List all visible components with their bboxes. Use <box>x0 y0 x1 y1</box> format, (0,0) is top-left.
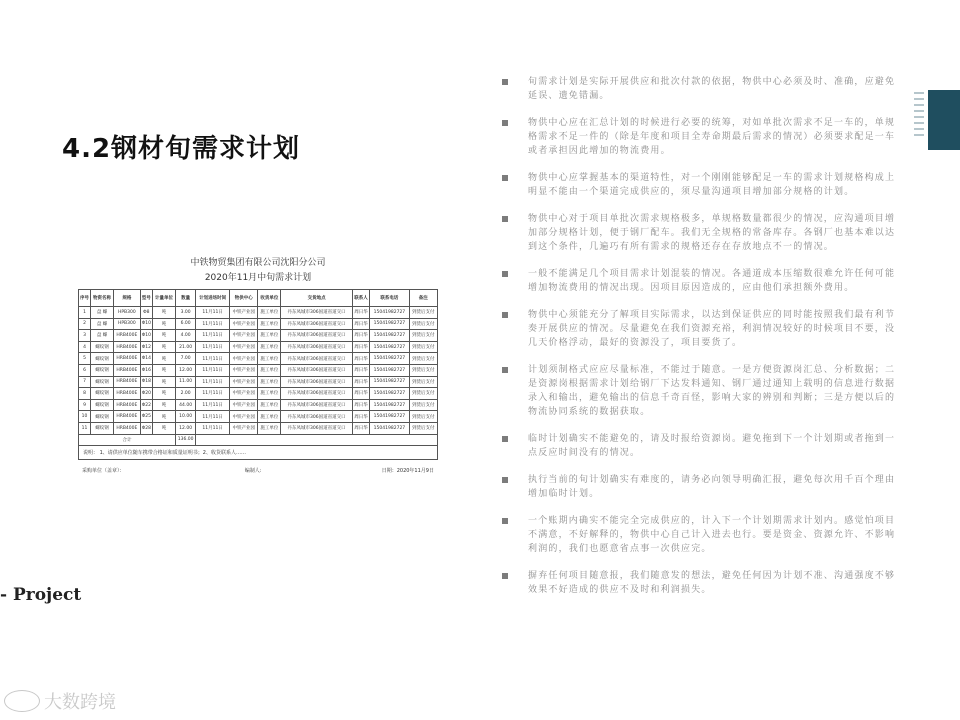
table-cell: Φ22 <box>140 399 152 411</box>
table-cell: 吨 <box>153 411 176 423</box>
table-cell: Φ10 <box>140 330 152 342</box>
table-cell: 11月11日 <box>196 376 230 388</box>
table-cell: 2.00 <box>176 388 196 400</box>
requirement-table <box>78 289 438 446</box>
table-cell: HRB400E <box>114 422 141 434</box>
table-cell: 吨 <box>153 388 176 400</box>
table-cell: 15041982727 <box>370 307 409 319</box>
table-cell: 7.00 <box>176 353 196 365</box>
table-cell: 15041982727 <box>370 376 409 388</box>
table-cell: 周日华 <box>352 307 370 319</box>
table-cell: 12.00 <box>176 422 196 434</box>
table-cell: 中铁产业园 <box>230 376 258 388</box>
table-cell: 中铁产业园 <box>230 422 258 434</box>
table-cell: HPB300 <box>114 318 141 330</box>
table-cell: 11月11日 <box>196 318 230 330</box>
table-cell: 到货后支付 <box>409 422 437 434</box>
table-cell: 施工单位 <box>258 318 281 330</box>
table-cell: Φ10 <box>140 318 152 330</box>
table-cell: 丹东凤城市306国道省道交口 <box>281 399 352 411</box>
table-cell: 11月11日 <box>196 399 230 411</box>
table-cell: 吨 <box>153 307 176 319</box>
table-cell: 11.00 <box>176 376 196 388</box>
table-cell: 丹东凤城市306国道省道交口 <box>281 353 352 365</box>
table-cell: Φ20 <box>140 388 152 400</box>
bullet-icon <box>502 436 508 442</box>
table-cell: 吨 <box>153 330 176 342</box>
table-header-cell: 收货单位 <box>258 290 281 307</box>
table-row <box>79 364 438 376</box>
table-header-cell: 物供中心 <box>230 290 258 307</box>
table-header-cell: 序号 <box>79 290 91 307</box>
watermark <box>4 688 116 714</box>
table-row <box>79 388 438 400</box>
table-row <box>79 341 438 353</box>
table-cell: 丹东凤城市306国道省道交口 <box>281 364 352 376</box>
table-cell: 吨 <box>153 318 176 330</box>
table-row <box>79 318 438 330</box>
table-cell: 螺纹钢 <box>91 341 114 353</box>
table-cell: 到货后支付 <box>409 399 437 411</box>
table-cell: 盘 螺 <box>91 307 114 319</box>
table-cell: 到货后支付 <box>409 353 437 365</box>
bullet-icon <box>502 477 508 483</box>
table-cell: 11月11日 <box>196 388 230 400</box>
table-cell: 施工单位 <box>258 422 281 434</box>
table-cell: 施工单位 <box>258 307 281 319</box>
table-header-cell: 交货地点 <box>281 290 352 307</box>
table-cell: 21.00 <box>176 341 196 353</box>
footer-compiler: 编制人: <box>244 468 262 475</box>
table-cell: 到货后支付 <box>409 318 437 330</box>
bullet-icon <box>502 120 508 126</box>
table-cell: 44.00 <box>176 399 196 411</box>
slide-title: 4.2钢材旬需求计划 <box>62 134 301 164</box>
table-cell: 丹东凤城市306国道省道交口 <box>281 307 352 319</box>
paragraph-text: 一般不能满足几个项目需求计划混装的情况。各通道成本压缩数很难允许任何可能增加物流费用的情况出现。因项目原因造成的，应由他们承担额外费用。 <box>528 269 896 293</box>
table-cell: 丹东凤城市306国道省道交口 <box>281 388 352 400</box>
paragraph-text: 物供中心须能充分了解项目实际需求，以达到保证供应的同时能按照我们最有利节奏开展供应的情况。尽量避免在我们资源充裕，利润情况较好的时候项目不要，没几天价格浮动，最好的资源没了，项目要货了。 <box>528 310 896 348</box>
table-cell: HRB400E <box>114 330 141 342</box>
table-cell: HRB400E <box>114 388 141 400</box>
paragraph-item <box>500 363 898 419</box>
table-cell: 11月11日 <box>196 330 230 342</box>
form-company: 中铁物贸集团有限公司沈阳分公司 <box>190 258 326 268</box>
table-cell: 4 <box>79 341 91 353</box>
table-cell: 11月11日 <box>196 307 230 319</box>
table-cell: 周日华 <box>352 318 370 330</box>
table-cell: 丹东凤城市306国道省道交口 <box>281 341 352 353</box>
table-cell: 11月11日 <box>196 353 230 365</box>
paragraph-text: 临时计划确实不能避免的，请及时报给资源岗。避免拖到下一个计划期或者拖到一点反应时间没有的情况。 <box>528 434 896 458</box>
table-cell: 11月11日 <box>196 364 230 376</box>
table-cell: 15041982727 <box>370 318 409 330</box>
form-title: 2020年11月中旬需求计划 <box>204 273 312 283</box>
table-row <box>79 376 438 388</box>
table-header-cell: 联系电话 <box>370 290 409 307</box>
table-cell: 吨 <box>153 399 176 411</box>
form-footer <box>78 467 438 474</box>
table-cell: 到货后支付 <box>409 411 437 423</box>
table-header-cell: 物资名称 <box>91 290 114 307</box>
table-cell: 到货后支付 <box>409 376 437 388</box>
table-cell: 中铁产业园 <box>230 399 258 411</box>
table-cell: 15041982727 <box>370 341 409 353</box>
decorative-bar <box>928 90 960 150</box>
table-cell: 螺纹钢 <box>91 364 114 376</box>
form-note: 说明： 1、请供应单位随车携带合格证和质量证明书；2、收货联系人…… <box>78 446 438 460</box>
table-cell: Φ14 <box>140 353 152 365</box>
watermark-logo-icon <box>4 690 40 712</box>
bullet-icon <box>502 271 508 277</box>
table-cell: 施工单位 <box>258 330 281 342</box>
paragraph-item <box>500 432 898 460</box>
total-value: 136.00 <box>176 434 196 446</box>
paragraph-text: 物供中心应掌握基本的渠道特性，对一个刚刚能够配足一车的需求计划规格构成上明显不能由一个渠道完成供应的，须尽量沟通项目增加部分规格的计划。 <box>528 173 896 197</box>
paragraph-item <box>500 75 898 103</box>
table-cell: HRB400E <box>114 411 141 423</box>
paragraph-text: 物供中心应在汇总计划的时候进行必要的统筹，对如单批次需求不足一车的，单规格需求不足一件的（除是年度和项目全寿命期最后需求的情况）必须要求配足一车或者承担因此增加的物流费用。 <box>528 118 896 156</box>
table-cell: 1 <box>79 307 91 319</box>
table-header-cell: 计划进场时间 <box>196 290 230 307</box>
table-cell: HRB400E <box>114 399 141 411</box>
table-cell: 到货后支付 <box>409 341 437 353</box>
table-cell: 周日华 <box>352 422 370 434</box>
table-cell: 中铁产业园 <box>230 353 258 365</box>
table-cell: Φ28 <box>140 422 152 434</box>
table-cell: 螺纹钢 <box>91 388 114 400</box>
table-cell: 中铁产业园 <box>230 330 258 342</box>
table-cell: 中铁产业园 <box>230 388 258 400</box>
table-cell: 丹东凤城市306国道省道交口 <box>281 376 352 388</box>
paragraph-item <box>500 212 898 254</box>
table-cell: 7 <box>79 376 91 388</box>
table-cell: HPB300 <box>114 307 141 319</box>
table-row <box>79 330 438 342</box>
table-cell: 11月11日 <box>196 411 230 423</box>
table-cell: 10.00 <box>176 411 196 423</box>
table-cell: 15041982727 <box>370 411 409 423</box>
paragraph-item <box>500 569 898 597</box>
paragraph-list <box>500 75 898 610</box>
footer-date: 日期：2020年11月9日 <box>381 468 434 475</box>
table-cell: 中铁产业园 <box>230 307 258 319</box>
table-header-cell: 型号 <box>140 290 152 307</box>
table-header-cell: 联系人 <box>352 290 370 307</box>
table-cell: 吨 <box>153 341 176 353</box>
table-cell: 15041982727 <box>370 364 409 376</box>
table-cell: 周日华 <box>352 341 370 353</box>
table-cell: 15041982727 <box>370 330 409 342</box>
table-cell: 周日华 <box>352 376 370 388</box>
table-cell: 11月11日 <box>196 341 230 353</box>
table-total-row <box>79 434 438 446</box>
table-cell: 施工单位 <box>258 376 281 388</box>
table-header-cell: 计量单位 <box>153 290 176 307</box>
table-cell: 丹东凤城市306国道省道交口 <box>281 422 352 434</box>
table-cell: 盘 螺 <box>91 318 114 330</box>
bullet-icon <box>502 79 508 85</box>
table-cell: 15041982727 <box>370 353 409 365</box>
paragraph-item <box>500 171 898 199</box>
watermark-text: 大数跨境 <box>44 692 116 713</box>
table-header-cell: 规格 <box>114 290 141 307</box>
table-cell: 到货后支付 <box>409 307 437 319</box>
table-cell: 11 <box>79 422 91 434</box>
table-cell: 盘 螺 <box>91 330 114 342</box>
paragraph-item <box>500 514 898 556</box>
table-cell: 8 <box>79 388 91 400</box>
table-cell: HRB400E <box>114 364 141 376</box>
table-cell: 丹东凤城市306国道省道交口 <box>281 318 352 330</box>
table-row <box>79 399 438 411</box>
table-row <box>79 353 438 365</box>
table-cell: Φ16 <box>140 364 152 376</box>
table-cell: 5 <box>79 353 91 365</box>
table-cell: 2 <box>79 318 91 330</box>
table-header-row <box>79 290 438 307</box>
bullet-icon <box>502 216 508 222</box>
table-cell: 15041982727 <box>370 422 409 434</box>
table-cell: Φ25 <box>140 411 152 423</box>
table-cell: 施工单位 <box>258 353 281 365</box>
table-cell: Φ8 <box>140 307 152 319</box>
table-cell: 4.00 <box>176 330 196 342</box>
table-cell: 中铁产业园 <box>230 364 258 376</box>
table-cell: 15041982727 <box>370 388 409 400</box>
note-label: 说明 <box>83 450 94 457</box>
table-cell: 15041982727 <box>370 399 409 411</box>
table-cell: 6 <box>79 364 91 376</box>
table-cell: 周日华 <box>352 330 370 342</box>
table-cell: 吨 <box>153 353 176 365</box>
table-cell: 施工单位 <box>258 364 281 376</box>
table-cell: 3.00 <box>176 307 196 319</box>
paragraph-text: 物供中心对于项目单批次需求规格极多，单规格数量都很少的情况，应沟通项目增加部分规格计划，便于钢厂配车。我们无全规格的常备库存。各钢厂也基本难以达到这个条件，几遍巧有所有需求的规格还存在存放地点不一的情况。 <box>528 214 896 252</box>
table-cell: 6.00 <box>176 318 196 330</box>
table-cell: HRB400E <box>114 353 141 365</box>
table-cell: 施工单位 <box>258 399 281 411</box>
paragraph-text: 计划须制格式应应尽量标准，不能过于随意。一是方便资源岗汇总、分析数据；二是资源岗根据需求计划给钢厂下达发料通知、钢厂通过通知上载明的信息进行数据录入和输出，避免输出的信息千奇百怪，影响大家的辨别和判断；三是方便以后的物流协同系统的数据获取。 <box>528 365 896 417</box>
table-cell: 11月11日 <box>196 422 230 434</box>
paragraph-item <box>500 308 898 350</box>
bullet-icon <box>502 175 508 181</box>
table-cell: 螺纹钢 <box>91 422 114 434</box>
table-cell: 施工单位 <box>258 411 281 423</box>
table-cell: 9 <box>79 399 91 411</box>
table-cell: 丹东凤城市306国道省道交口 <box>281 411 352 423</box>
table-row <box>79 307 438 319</box>
table-cell: 到货后支付 <box>409 364 437 376</box>
table-cell: Φ18 <box>140 376 152 388</box>
paragraph-item <box>500 473 898 501</box>
decorative-stripes <box>914 92 924 140</box>
table-cell: 螺纹钢 <box>91 399 114 411</box>
table-cell: 12.00 <box>176 364 196 376</box>
total-empty <box>196 434 438 446</box>
table-cell: 10 <box>79 411 91 423</box>
paragraph-text: 旬需求计划是实际开展供应和批次付款的依据，物供中心必须及时、准确，应避免延误、遗免错漏。 <box>528 77 896 101</box>
table-cell: 中铁产业园 <box>230 341 258 353</box>
bullet-icon <box>502 312 508 318</box>
table-cell: 中铁产业园 <box>230 318 258 330</box>
table-cell: 周日华 <box>352 353 370 365</box>
table-cell: 螺纹钢 <box>91 376 114 388</box>
table-cell: 到货后支付 <box>409 330 437 342</box>
table-cell: HRB400E <box>114 376 141 388</box>
table-cell: 3 <box>79 330 91 342</box>
table-cell: 吨 <box>153 422 176 434</box>
table-cell: 周日华 <box>352 411 370 423</box>
footer-purchaser: 采购单位（盖章）： <box>82 468 125 475</box>
bullet-icon <box>502 573 508 579</box>
total-label: 合计 <box>79 434 176 446</box>
table-cell: Φ12 <box>140 341 152 353</box>
paragraph-text: 摒弃任何项目随意报，我们随意发的想法，避免任何因为计划不准、沟通强度不够效果不好造成的供应不及时和利润损失。 <box>528 571 896 595</box>
project-label: - Project <box>0 585 82 605</box>
table-cell: 周日华 <box>352 399 370 411</box>
table-header-cell: 数量 <box>176 290 196 307</box>
table-cell: 螺纹钢 <box>91 411 114 423</box>
table-row <box>79 411 438 423</box>
table-cell: 施工单位 <box>258 388 281 400</box>
table-cell: 吨 <box>153 376 176 388</box>
requirement-form <box>78 255 438 474</box>
paragraph-item <box>500 267 898 295</box>
table-cell: HRB400E <box>114 341 141 353</box>
table-row <box>79 422 438 434</box>
paragraph-text: 执行当前的旬计划确实有难度的，请务必向领导明确汇报，避免每次用千百个理由增加临时计划。 <box>528 475 896 499</box>
table-cell: 吨 <box>153 364 176 376</box>
bullet-icon <box>502 367 508 373</box>
table-cell: 周日华 <box>352 388 370 400</box>
bullet-icon <box>502 518 508 524</box>
table-cell: 螺纹钢 <box>91 353 114 365</box>
paragraph-text: 一个账期内确实不能完全完成供应的，计入下一个计划期需求计划内。感觉怕项目不满意，不好解释的，物供中心自己计入进去也行。要是资金、资源允许、不影响利润的，我们也愿意省点事一次供应完。 <box>528 516 896 554</box>
paragraph-item <box>500 116 898 158</box>
table-cell: 周日华 <box>352 364 370 376</box>
table-cell: 丹东凤城市306国道省道交口 <box>281 330 352 342</box>
table-cell: 中铁产业园 <box>230 411 258 423</box>
table-cell: 到货后支付 <box>409 388 437 400</box>
table-cell: 施工单位 <box>258 341 281 353</box>
table-header-cell: 备注 <box>409 290 437 307</box>
note-text: 1、请供应单位随车携带合格证和质量证明书；2、收货联系人…… <box>99 450 246 457</box>
